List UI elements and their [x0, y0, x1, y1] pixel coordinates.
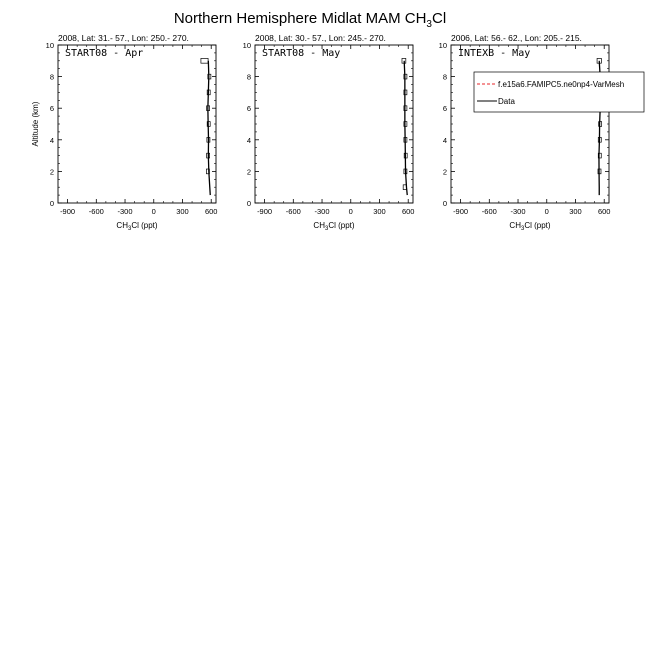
- panel-title: 2008, Lat: 30.- 57., Lon: 245.- 270.: [255, 33, 386, 43]
- y-tick-label: 0: [246, 199, 251, 208]
- legend-label: Data: [498, 97, 515, 106]
- x-axis-label: $CH_3Cl$ (ppt): [509, 221, 551, 232]
- x-tick-label: -600: [88, 207, 104, 216]
- y-tick-label: 4: [442, 135, 447, 145]
- panel-title: 2006, Lat: 56.- 62., Lon: 205.- 215.: [451, 33, 582, 43]
- panel-label: START08 - Apr: [65, 48, 144, 59]
- y-tick-label: 8: [442, 72, 447, 82]
- panel-title: 2008, Lat: 31.- 57., Lon: 250.- 270.: [58, 33, 189, 43]
- y-tick-label: 10: [438, 41, 447, 50]
- y-tick-label: 0: [49, 199, 54, 208]
- y-tick-label: 2: [246, 167, 251, 177]
- x-tick-label: -900: [453, 207, 469, 216]
- x-tick-label: -600: [481, 207, 497, 216]
- y-tick-label: 2: [49, 167, 54, 177]
- y-tick-label: 10: [242, 41, 251, 50]
- x-tick-label: -300: [117, 207, 133, 216]
- y-tick-label: 4: [246, 135, 251, 145]
- x-tick-label: -900: [60, 207, 76, 216]
- x-tick-label: 300: [373, 207, 386, 216]
- legend: [474, 72, 644, 112]
- y-tick-label: 8: [246, 72, 251, 82]
- y-tick-label: 10: [45, 41, 54, 50]
- x-tick-label: -300: [314, 207, 330, 216]
- x-tick-label: 0: [544, 207, 549, 216]
- y-axis-label: Altitude (km): [31, 101, 40, 147]
- x-tick-label: 0: [151, 207, 156, 216]
- x-tick-label: 300: [569, 207, 582, 216]
- panel-label: INTEXB - May: [458, 48, 531, 59]
- figure-title: Northern Hemisphere Midlat MAM $CH_3Cl$: [173, 10, 447, 30]
- x-tick-label: 600: [597, 207, 611, 216]
- y-tick-label: 8: [49, 72, 54, 82]
- y-tick-label: 6: [442, 104, 447, 114]
- x-axis-label: $CH_3Cl$ (ppt): [313, 221, 355, 232]
- y-tick-label: 6: [49, 104, 54, 114]
- y-tick-label: 6: [246, 104, 251, 114]
- x-tick-label: 300: [176, 207, 189, 216]
- x-axis-label: $CH_3Cl$ (ppt): [116, 221, 158, 232]
- x-tick-label: -900: [257, 207, 273, 216]
- x-tick-label: 600: [401, 207, 415, 216]
- y-tick-label: 0: [442, 199, 447, 208]
- x-tick-label: 0: [348, 207, 353, 216]
- x-tick-label: 600: [204, 207, 218, 216]
- legend-box: [474, 72, 644, 112]
- y-tick-label: 4: [49, 135, 54, 145]
- x-tick-label: -600: [285, 207, 301, 216]
- panel-label: START08 - May: [262, 48, 341, 59]
- legend-label: f.e15a6.FAMIPC5.ne0np4-VarMesh: [498, 80, 625, 89]
- y-tick-label: 2: [442, 167, 447, 177]
- x-tick-label: -300: [510, 207, 526, 216]
